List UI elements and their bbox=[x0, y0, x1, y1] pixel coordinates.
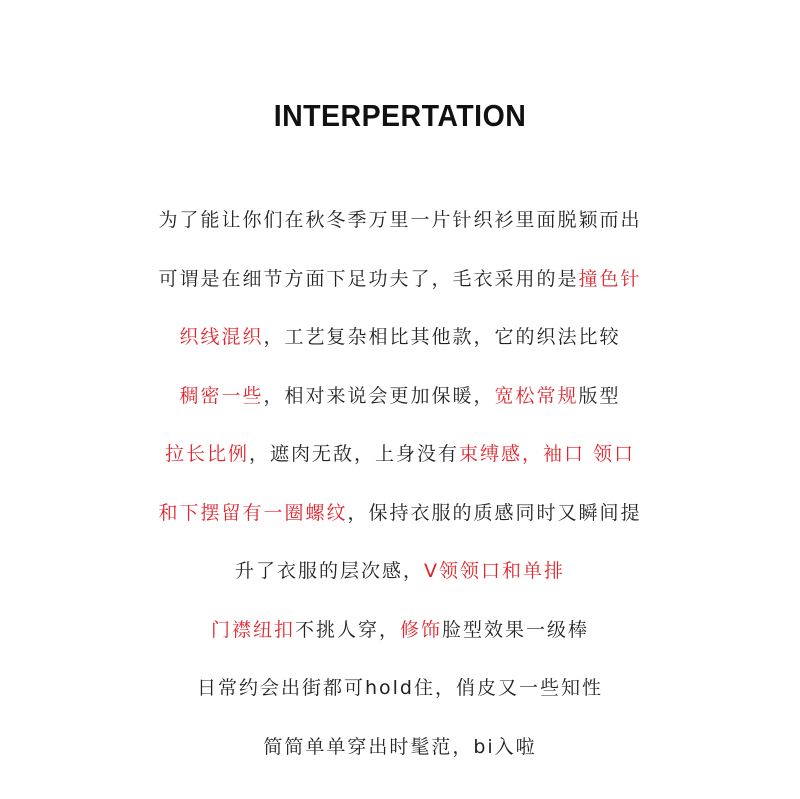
body-text-segment: 升了衣服的层次感， bbox=[234, 560, 424, 582]
body-text-segment: 日常约会出街都可hold住，俏皮又一些知性 bbox=[196, 677, 603, 699]
text-line bbox=[0, 498, 800, 525]
text-line bbox=[0, 439, 800, 466]
text-line bbox=[0, 556, 800, 583]
page-title: INTERPERTATION bbox=[273, 98, 527, 133]
highlight-text: 和下摆留有一圈螺纹 bbox=[158, 501, 348, 524]
highlight-text: 织线混织 bbox=[179, 326, 264, 348]
body-text-segment: ，遮肉无敌，上身没有 bbox=[248, 443, 459, 465]
highlight-text: 稠密一些 bbox=[179, 384, 264, 407]
body-text-segment: 不挑人穿， bbox=[294, 618, 400, 641]
highlight-text: 修饰 bbox=[400, 618, 443, 641]
highlight-text: 撞色针 bbox=[578, 267, 642, 290]
text-line bbox=[0, 322, 800, 349]
body-text-segment: ，相对来说会更加保暖， bbox=[263, 384, 495, 407]
body-text-segment: 可谓是在细节方面下足功夫了，毛衣采用的是 bbox=[158, 267, 579, 290]
highlight-text: 束缚感，袖口 领口 bbox=[458, 443, 636, 465]
body-text-segment: 版型 bbox=[578, 384, 621, 407]
text-line bbox=[0, 205, 800, 232]
body-text-segment: 为了能让你们在秋冬季万里一片针织衫里面脱颖而出 bbox=[158, 209, 642, 231]
text-line bbox=[0, 732, 800, 759]
text-line bbox=[0, 673, 800, 700]
highlight-text: 拉长比例 bbox=[164, 443, 249, 465]
text-line bbox=[0, 264, 800, 291]
body-text-segment: ，保持衣服的质感同时又瞬间提 bbox=[347, 501, 642, 524]
text-line bbox=[0, 381, 800, 408]
highlight-text: 门襟纽扣 bbox=[210, 618, 295, 641]
body-text-segment: 脸型效果一级棒 bbox=[442, 618, 590, 641]
highlight-text: 宽松常规 bbox=[494, 384, 579, 407]
text-line bbox=[0, 615, 800, 642]
body-text-segment: ，工艺复杂相比其他款，它的织法比较 bbox=[263, 326, 621, 348]
highlight-text: V领领口和单排 bbox=[424, 560, 565, 582]
body-text-segment: 简简单单穿出时髦范，bi入啦 bbox=[263, 735, 537, 758]
